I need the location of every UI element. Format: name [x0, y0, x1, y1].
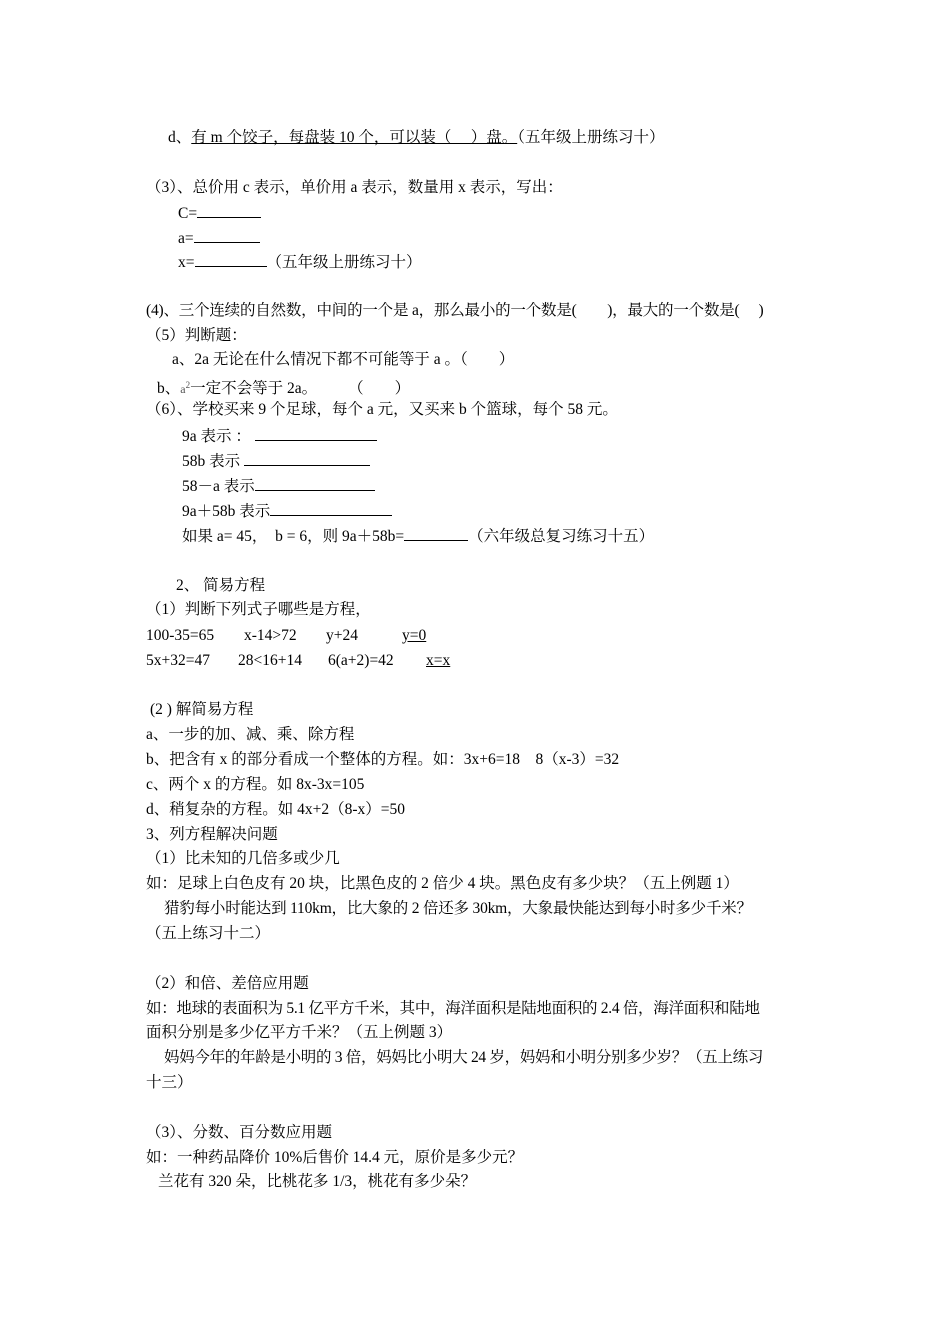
question-3-2: （2）和倍、差倍应用题: [146, 975, 309, 992]
example-orchid: 兰花有 320 朵，比桃花多 1/3，桃花有多少朵？: [158, 1173, 477, 1190]
section-2-title: 2、 简易方程: [176, 577, 266, 594]
question-2-1: （1）判断下列式子哪些是方程，: [146, 601, 371, 618]
question-3-1: （1）比未知的几倍多或少几: [146, 850, 340, 867]
answer-blank[interactable]: [404, 526, 468, 541]
example-football: 如：足球上白色皮有 20 块，比黑色皮的 2 倍少 4 块。黑色皮有多少块？（五上例题 1）: [146, 875, 739, 892]
underlined-question: 有 m 个饺子，每盘装 10 个，可以装（ ）盘。: [191, 129, 518, 146]
answer-blank[interactable]: [195, 252, 267, 267]
expr-evaluate: 如果 a= 45， b = 6，则 9a＋58b= （六年级总复习练习十五）: [182, 528, 655, 545]
answer-blank[interactable]: [244, 451, 370, 466]
expr-58b: 58b 表示: [182, 451, 370, 472]
judgement-a: a、2a 无论在什么情况下都不可能等于 a 。（ ）: [172, 351, 515, 368]
expr-58-minus-a: 58－a 表示: [182, 476, 375, 497]
section-3-title: 3、列方程解决问题: [146, 826, 278, 843]
example-cheetah: 猎豹每小时能达到 110km，比大象的 2 倍还多 30km，大象最快能达到每小时多少千米？: [164, 900, 752, 917]
equation-type-a: a、一步的加、减、乘、除方程: [146, 726, 355, 743]
question-2-2: (2 ) 解简易方程: [150, 701, 254, 718]
answer-blank[interactable]: [197, 203, 261, 218]
question-6-heading: （6）、学校买来 9 个足球，每个 a 元，又买来 b 个篮球，每个 58 元。: [146, 401, 618, 418]
equation-type-c: c、两个 x 的方程。如 8x-3x=105: [146, 776, 365, 793]
judgement-b: b、$a^2$一定不会等于 2a。 （ ）: [157, 380, 411, 397]
question-3-3: （3）、分数、百分数应用题: [146, 1124, 333, 1141]
formula-a: a=: [178, 228, 260, 249]
question-4: (4)、三个连续的自然数，中间的一个是 a，那么最小的一个数是( )，最大的一个数是( ): [146, 302, 764, 319]
equation-type-d: d、稍复杂的方程。如 4x+2（8-x）=50: [146, 801, 406, 818]
item-prefix: d、: [168, 129, 192, 146]
expr-9a: 9a 表示 ：: [182, 426, 377, 447]
example-cheetah-source: （五上练习十二）: [146, 925, 271, 942]
example-earth-line1: 如：地球的表面积为 5.1 亿平方千米，其中，海洋面积是陆地面积的 2.4 倍，海洋面积和陆地: [146, 1000, 760, 1017]
question-5-heading: （5）判断题：: [146, 327, 247, 344]
answer-blank[interactable]: [255, 476, 375, 491]
expr-9a-plus-58b: 9a＋58b 表示: [182, 501, 392, 522]
question-3-heading: （3）、总价用 c 表示，单价用 a 表示，数量用 x 表示，写出：: [146, 179, 563, 196]
example-mother-line1: 妈妈今年的年龄是小明的 3 倍，妈妈比小明大 24 岁，妈妈和小明分别多少岁？（五上练习: [164, 1049, 764, 1066]
example-medicine: 如：一种药品降价 10%后售价 14.4 元，原价是多少元？: [146, 1149, 524, 1166]
equation-type-b: b、把含有 x 的部分看成一个整体的方程。如：3x+6=18 8（x-3）=32: [146, 751, 620, 768]
example-mother-line2: 十三）: [146, 1074, 193, 1091]
source-note: （六年级总复习练习十五）: [468, 528, 655, 545]
source-note: （五年级上册练习十）: [517, 129, 665, 146]
source-note: （五年级上册练习十）: [266, 254, 422, 271]
a-squared: $a^2$: [180, 380, 191, 396]
document-page: d、有 m 个饺子，每盘装 10 个，可以装（ ）盘。（五年级上册练习十） （3）、总价用 c 表示，单价用 a 表示，数量用 x 表示，写出： C= a= x= （五年级上册练习十） (4)、三个连续的自然数，中间的一个是 a，那么最小的一个数是( )，最大的一个数是( ) （5）判断题： a、2a 无论在什么情况下都不可能等于 a 。（ ） b、$a^2$一定不会等于 2a。 （ ） （6）、学校买来 9 个足球，每个 a 元，又买来 b 个篮球，每个 58 元。 9a 表示 ： 58b 表示 58－a 表示 9a＋58b 表示 如果 a= 45， b = 6，则 9a＋58b= （六年级总复习练习十五） 2、 简易方程 （1）判断下列式子哪些是方程， 100-35=65 x-14>72 y+24 y=0 5x+32=47 28<16+14 6(a+2)=42 x=x (2 ) 解简易方程 a、一步的加、减、乘、除方程 b、把含有 x 的部分看成一个整体的方程。如：3x+6=18 8（x-3）=32 c、两个 x 的方程。如 8x-3x=105 d、稍复杂的方程。如 4x+2（8-x）=50 3、列方程解决问题 （1）比未知的几倍多或少几 如：足球上白色皮有 20 块，比黑色皮的 2 倍少 4 块。黑色皮有多少块？（五上例题 1） 猎豹每小时能达到 110km，比大象的 2 倍还多 30km，大象最快能达到每小时多少千米？ （五上练习十二） （2）和倍、差倍应用题 如：地球的表面积为 5.1 亿平方千米，其中，海洋面积是陆地面积的 2.4 倍，海洋面积和陆地 面积分别是多少亿平方千米？（五上例题 3） 妈妈今年的年龄是小明的 3 倍，妈妈比小明大 24 岁，妈妈和小明分别多少岁？（五上练习 十三） （3）、分数、百分数应用题 如：一种药品降价 10%后售价 14.4 元，原价是多少元？ 兰花有 320 朵，比桃花多 1/3，桃花有多少朵？: [146, 129, 764, 1190]
item-d-dumplings: [168, 128, 664, 148]
answer-blank[interactable]: [255, 426, 377, 441]
answer-blank[interactable]: [270, 501, 392, 516]
formula-c: C=: [178, 203, 261, 224]
formula-x: x= （五年级上册练习十）: [178, 254, 422, 271]
example-earth-line2: 面积分别是多少亿平方千米？（五上例题 3）: [146, 1024, 453, 1041]
answer-blank[interactable]: [194, 228, 260, 243]
